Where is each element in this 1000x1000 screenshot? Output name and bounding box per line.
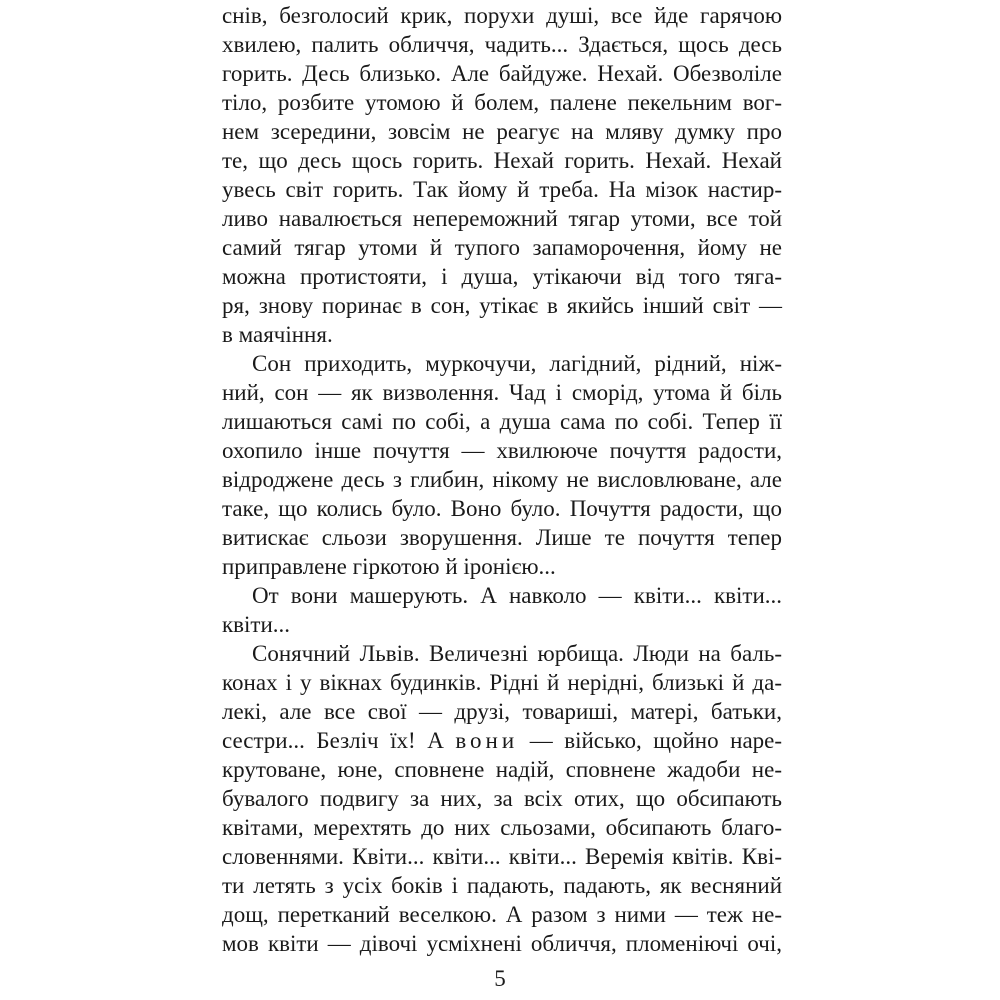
text-line: дощ, перетканий веселкою. А разом з ними — теж не- [222, 902, 782, 927]
book-page [222, 0, 782, 1000]
text-line: те, що десь щось горить. Нехай горить. Нехай. Нехай [222, 148, 782, 173]
paragraph-first-line: Сонячний Львів. Величезні юрбища. Люди на баль- [252, 641, 782, 666]
text-line: квіти... [222, 612, 291, 637]
line-end: — військо, щойно наре- [529, 728, 783, 753]
text-line: бувалого подвигу за них, за всіх отих, що обсипають [222, 786, 782, 811]
paragraph-first-line: От вони машерують. А навколо — квіти... квіти... [252, 583, 782, 608]
text-line: снів, безголосий крик, порухи душі, все йде гарячою [222, 3, 782, 28]
text-line: лекі, але все свої — друзі, товариші, матері, батьки, [222, 699, 782, 724]
text-line: крутоване, юне, сповнене надій, сповнене жадоби не- [222, 757, 782, 782]
text-line: увесь світ горить. Так йому й треба. На мізок настир- [222, 177, 782, 202]
line-start: сестри... Безліч їх! А [222, 728, 444, 753]
text-line: таке, що колись було. Воно було. Почуття радости, що [222, 496, 782, 521]
text-line: самий тягар утоми й тупого запаморочення, йому не [222, 235, 782, 260]
text-line: охопило інше почуття — хвилююче почуття радости, [222, 438, 782, 463]
text-line: ти летять з усіх боків і падають, падають, як весняний [222, 873, 782, 898]
text-line: ливо навалюється непереможний тягар утоми, все той [222, 206, 782, 231]
text-line: мов квіти — дівочі усміхнені обличчя, пломеніючі очі, [222, 931, 782, 956]
text-line: словеннями. Квіти... квіти... квіти... Веремія квітів. Кві- [222, 844, 782, 869]
text-line: ря, знову поринає в сон, утікає в якийсь інший світ — [222, 293, 782, 318]
text-line: приправлене гіркотою й іронією... [222, 554, 556, 579]
text-line: можна протистояти, і душа, утікаючи від того тяга- [222, 264, 782, 289]
text-line: ний, сон — як визволення. Чад і сморід, утома й біль [222, 380, 782, 405]
text-line: квітами, мерехтять до них сльозами, обсипають благо- [222, 815, 782, 840]
text-line: хвилею, палить обличчя, чадить... Здається, щось десь [222, 32, 782, 57]
text-line: тіло, розбите утомою й болем, палене пекельним вог- [222, 90, 782, 115]
text-line: конах і у вікнах будинків. Рідні й нерідні, близькі й да- [222, 670, 782, 695]
text-line: лишаються самі по собі, а душа сама по собі. Тепер її [222, 409, 782, 434]
text-line: нем зсередини, зовсім не реагує на мляву думку про [222, 119, 782, 144]
text-line: горить. Десь близько. Але байдуже. Нехай. Обезволіле [222, 61, 782, 86]
text-line-with-spaced-word [222, 725, 782, 757]
text-line: витискає сльози зворушення. Лише те почуття тепер [222, 525, 782, 550]
paragraph-first-line: Сон приходить, муркочучи, лагідний, рідний, ніж- [252, 351, 782, 376]
spaced-emphasis-word: вони [455, 728, 519, 753]
page-number: 5 [494, 966, 506, 991]
text-line: відроджене десь з глибин, нікому не висловлюване, але [222, 467, 782, 492]
text-line: в маячіння. [222, 322, 333, 347]
